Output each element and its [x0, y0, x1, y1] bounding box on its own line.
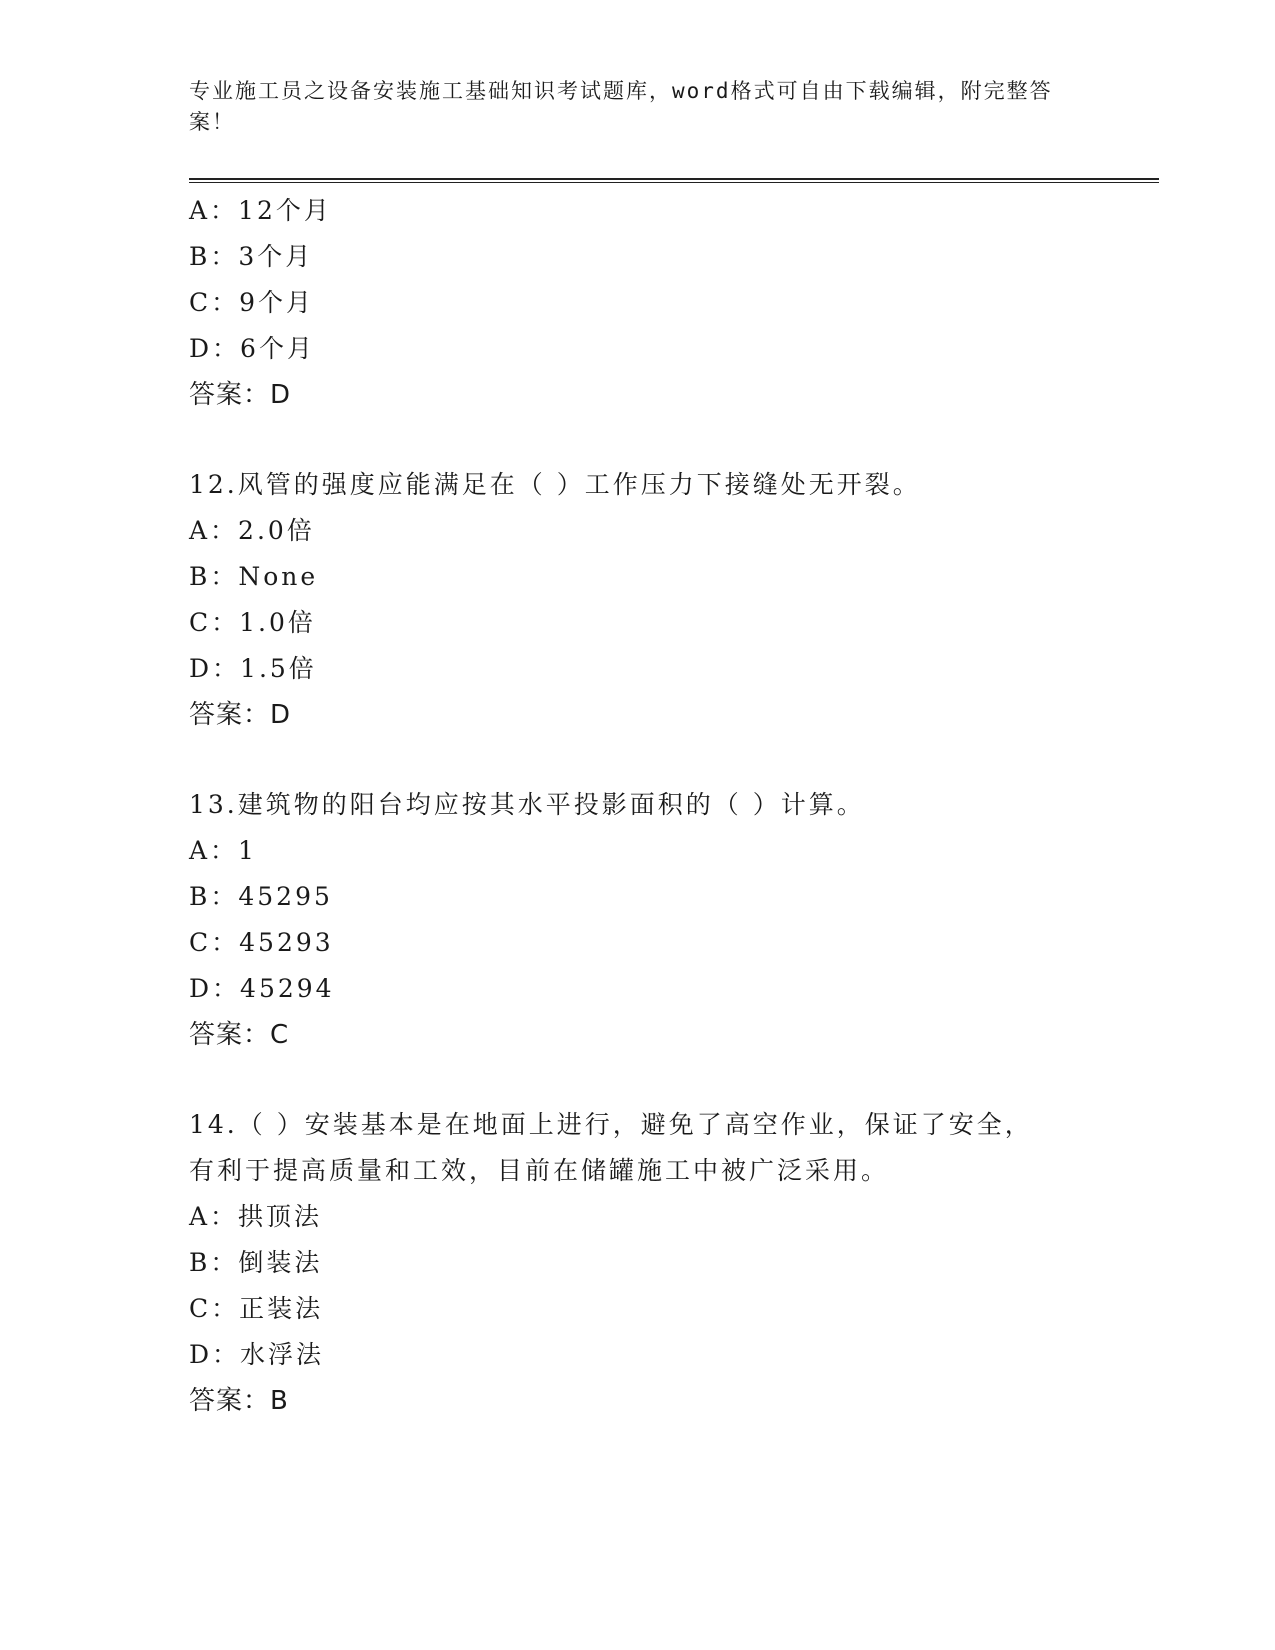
document-header: 专业施工员之设备安装施工基础知识考试题库，word格式可自由下载编辑，附完整答案！: [189, 79, 1053, 134]
question-13: [189, 782, 1159, 1058]
answer-line: 答案：D: [189, 380, 292, 410]
header-divider: [189, 178, 1159, 183]
question-stem-line-2: 有利于提高质量和工效，目前在储罐施工中被广泛采用。: [189, 1156, 890, 1185]
answer-line: 答案：C: [189, 1020, 290, 1050]
option-b: B：45295: [189, 882, 333, 911]
question-14: [189, 1102, 1159, 1424]
option-c: C：正装法: [189, 1294, 324, 1323]
option-a: A：2.0倍: [189, 516, 315, 545]
option-a: A：12个月: [189, 196, 332, 225]
option-b: B：3个月: [189, 242, 314, 271]
option-a: A：拱顶法: [189, 1202, 323, 1231]
option-a: A：1: [189, 836, 257, 865]
option-c: C：1.0倍: [189, 608, 316, 637]
answer-line: 答案：B: [189, 1386, 289, 1416]
question-11-continuation: [189, 188, 1159, 418]
answer-line: 答案：D: [189, 700, 292, 730]
question-12: [189, 462, 1159, 738]
question-stem: 13.建筑物的阳台均应按其水平投影面积的（ ）计算。: [189, 790, 865, 819]
spacer: [189, 738, 1159, 782]
option-c: C：9个月: [189, 288, 315, 317]
option-d: D：1.5倍: [189, 654, 317, 683]
option-b: B：倒装法: [189, 1248, 323, 1277]
question-list: [189, 188, 1159, 1424]
option-c: C：45293: [189, 928, 334, 957]
spacer: [189, 418, 1159, 462]
question-stem: 12.风管的强度应能满足在（ ）工作压力下接缝处无开裂。: [189, 470, 921, 499]
option-d: D：45294: [189, 974, 335, 1003]
option-b: B：None: [189, 562, 319, 591]
option-d: D：6个月: [189, 334, 315, 363]
question-stem-line-1: 14.（ ）安装基本是在地面上进行，避免了高空作业，保证了安全，: [189, 1110, 1033, 1139]
option-d: D：水浮法: [189, 1340, 325, 1369]
spacer: [189, 1058, 1159, 1102]
